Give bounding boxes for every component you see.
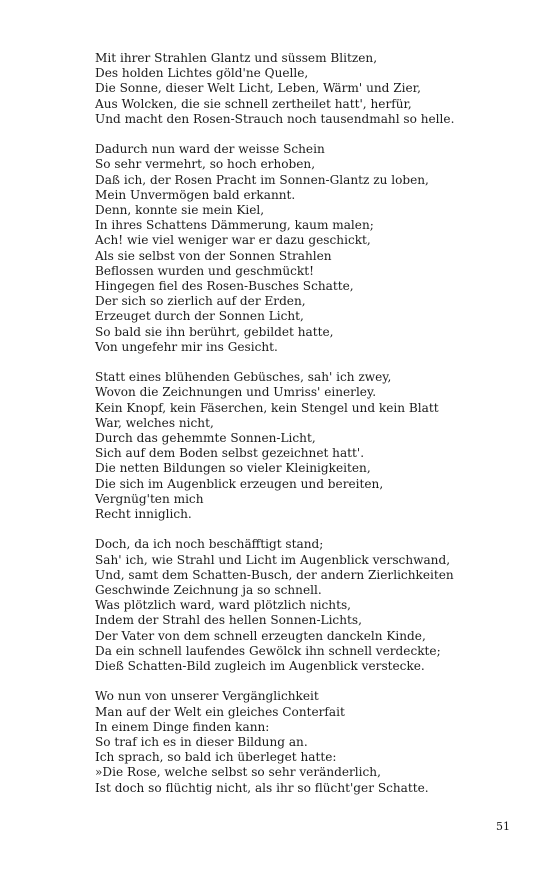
poem-line: Mein Unvermögen bald erkannt. — [95, 187, 296, 202]
poem-line: Sah' ich, wie Strahl und Licht im Augenblick verschwand, — [95, 552, 451, 567]
poem-line: Wo nun von unserer Vergänglichkeit — [95, 689, 319, 704]
poem-line: Der Vater von dem schnell erzeugten danckeln Kinde, — [95, 628, 426, 643]
poem-line: Als sie selbst von der Sonnen Strahlen — [95, 248, 332, 263]
poem-line: Denn, konnte sie mein Kiel, — [95, 203, 265, 218]
poem-line: Die netten Bildungen so vieler Kleinigkeiten, — [95, 461, 371, 476]
poem-line: Ach! wie viel weniger war er dazu geschickt, — [95, 233, 371, 248]
poem-line: Recht inniglich. — [95, 507, 192, 522]
poem-line: Die Sonne, dieser Welt Licht, Leben, Wärm' und Zier, — [95, 81, 421, 96]
page-number: 51 — [496, 820, 510, 833]
poem-line: War, welches nicht, — [95, 415, 214, 430]
poem-line: Dieß Schatten-Bild zugleich im Augenblick verstecke. — [95, 659, 425, 674]
poem-line: Da ein schnell laufendes Gewölck ihn schnell verdeckte; — [95, 643, 441, 658]
poem-line: Von ungefehr mir ins Gesicht. — [95, 339, 278, 354]
poem-line: So traf ich es in dieser Bildung an. — [95, 735, 308, 750]
poem-line: Durch das gehemmte Sonnen-Licht, — [95, 431, 316, 446]
poem-line: Ich sprach, so bald ich überleget hatte: — [95, 750, 337, 765]
poem-line: Beflossen wurden und geschmückt! — [95, 263, 314, 278]
poem-line: Und, samt dem Schatten-Busch, der andern Zierlichkeiten — [95, 567, 454, 582]
poem-line: Erzeuget durch der Sonnen Licht, — [95, 309, 304, 324]
poem-line: Hingegen fiel des Rosen-Busches Schatte, — [95, 279, 354, 294]
poem-line: Und macht den Rosen-Strauch noch tausendmahl so helle. — [95, 111, 455, 126]
poem-line: »Die Rose, welche selbst so sehr veränderlich, — [95, 765, 381, 780]
poem-line: Man auf der Welt ein gleiches Conterfait — [95, 704, 345, 719]
poem-line: Indem der Strahl des hellen Sonnen-Lichts, — [95, 613, 362, 628]
poem-line: Der sich so zierlich auf der Erden, — [95, 294, 306, 309]
poem-line: Doch, da ich noch beschäfftigt stand; — [95, 537, 324, 552]
stanza — [95, 51, 515, 127]
poem-line: Die sich im Augenblick erzeugen und bereiten, — [95, 476, 384, 491]
stanza — [95, 142, 515, 355]
poem-line: Des holden Lichtes göld'ne Quelle, — [95, 66, 309, 81]
poem-line: Sich auf dem Boden selbst gezeichnet hatt'. — [95, 446, 365, 461]
stanza — [95, 689, 515, 795]
poem-line: In ihres Schattens Dämmerung, kaum malen; — [95, 218, 374, 233]
poem-line: Was plötzlich ward, ward plötzlich nichts, — [95, 598, 351, 613]
poem-line: Mit ihrer Strahlen Glantz und süssem Blitzen, — [95, 51, 378, 65]
poem-line: So bald sie ihn berührt, gebildet hatte, — [95, 324, 334, 339]
poem-text — [95, 51, 515, 811]
poem-line: Statt eines blühenden Gebüsches, sah' ich zwey, — [95, 370, 392, 385]
poem-line: Wovon die Zeichnungen und Umriss' einerley. — [95, 385, 377, 400]
poem-line: Vergnüg'ten mich — [95, 491, 204, 506]
poem-line: Ist doch so flüchtig nicht, als ihr so flücht'ger Schatte. — [95, 780, 429, 795]
poem-line: Dadurch nun ward der weisse Schein — [95, 142, 325, 157]
poem-line: In einem Dinge finden kann: — [95, 719, 270, 734]
poem-line: Geschwinde Zeichnung ja so schnell. — [95, 583, 322, 598]
poem-line: Aus Wolcken, die sie schnell zertheilet hatt', herfür, — [95, 96, 412, 111]
stanza — [95, 370, 515, 522]
stanza — [95, 537, 515, 674]
poem-line: Kein Knopf, kein Fäserchen, kein Stengel und kein Blatt — [95, 400, 439, 415]
poem-line: So sehr vermehrt, so hoch erhoben, — [95, 157, 316, 172]
poem-line: Daß ich, der Rosen Pracht im Sonnen-Glantz zu loben, — [95, 172, 429, 187]
